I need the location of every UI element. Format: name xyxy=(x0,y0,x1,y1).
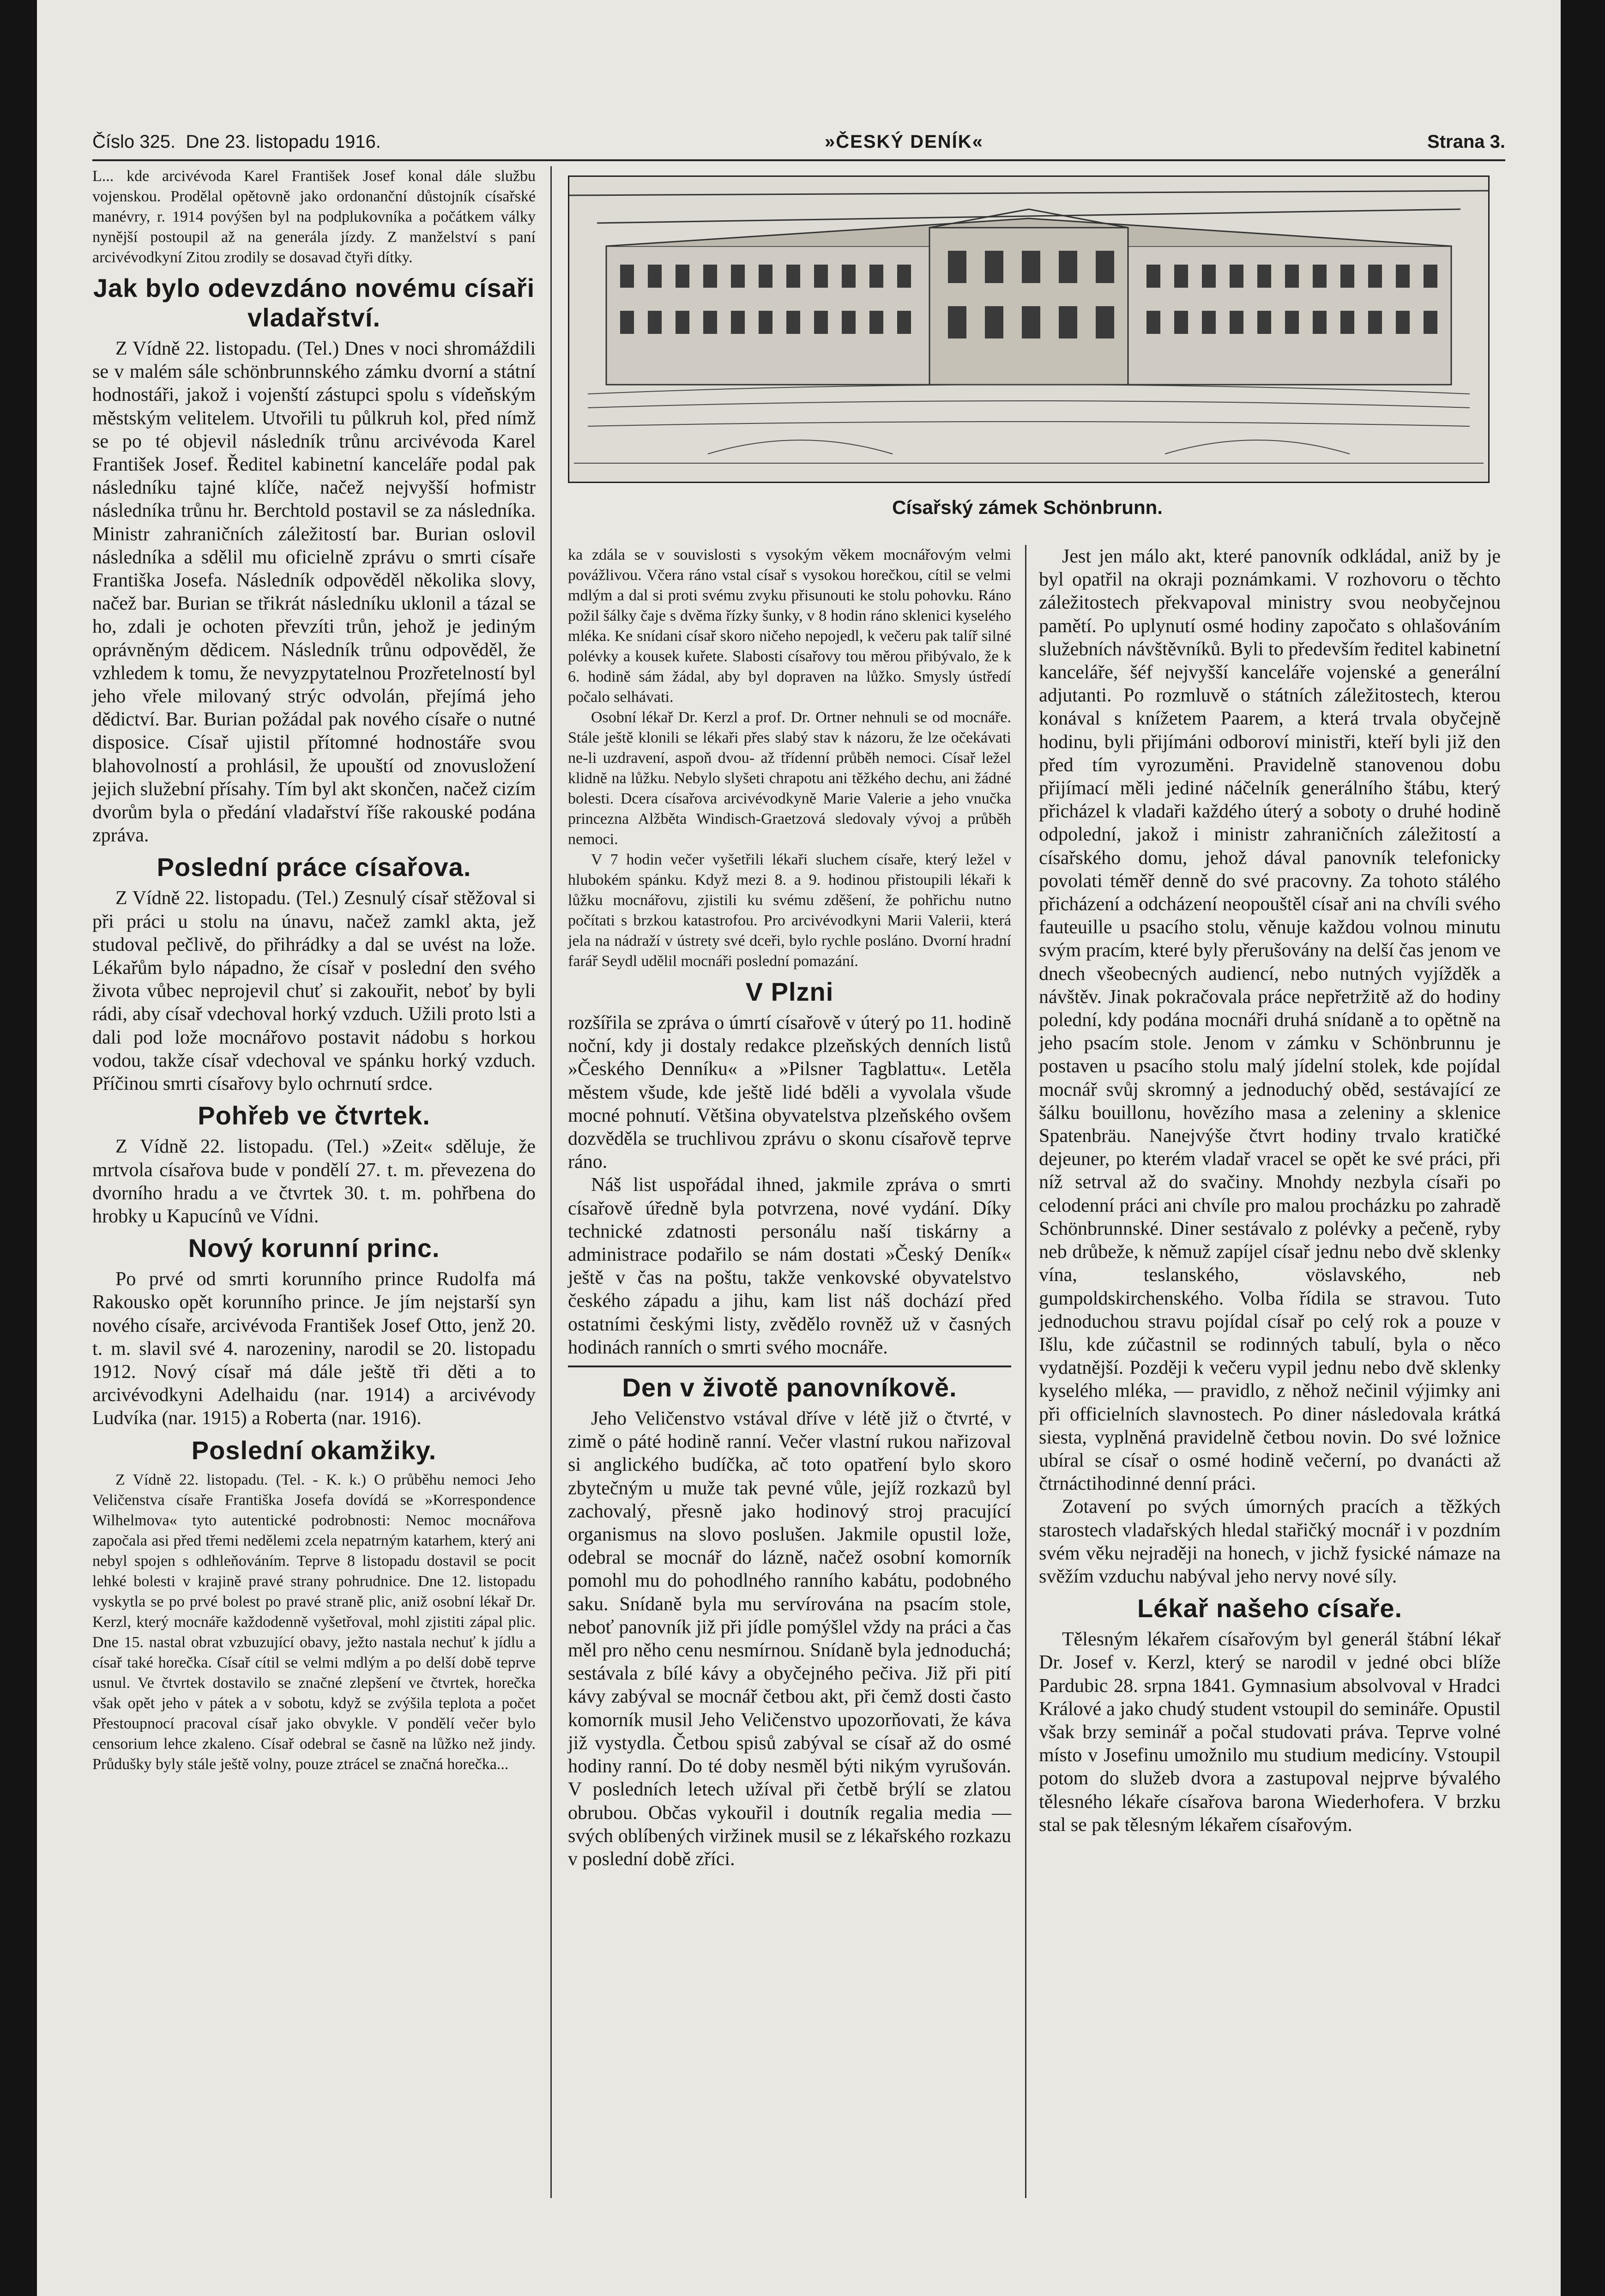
headline-pohreb: Pohřeb ve čtvrtek. xyxy=(198,1101,430,1130)
headline-v-plzni: V Plzni xyxy=(745,977,834,1006)
column-divider xyxy=(1025,545,1026,2198)
article-v-plzni-2: Náš list uspořádal ihned, jakmile zpráva o smrti císařově úředně byla potvrzena, nové vydání. Díky technické zdatnosti personálu naší tiskárny a administrace podařilo se nám dostati »Český Deník« ještě v čas na poštu, takže venkovské obyvatelstvo českého západu a jihu, kam list náš dochází před ostatními českými listy, zvědělo rovněž už v časných hodinách ranních o smrti svého mocnáře. xyxy=(568,1174,1011,1358)
page-header xyxy=(92,132,1505,159)
headline-posledni-prace: Poslední práce císařova. xyxy=(157,852,471,882)
article-lekar: Tělesným lékařem císařovým byl generál štábní lékař Dr. Josef v. Kerzl, který se narodil v jedné obci blíže Pardubic 28. srpna 1841. Gymnasium absolvoval v Hradci Králové a jako chudý student vstoupil do semináře. Opustil však brzy seminář a počal studovati práva. Teprve volné místo v Josefinu umožnilo mu studium medicíny. Vstoupil potom do služeb dvora a zastupoval nejprve bývalého tělesného lékaře císařova barona Wiederhofera. V brzku stal se pak tělesným lékařem císařovým. xyxy=(1039,1629,1501,1836)
newspaper-page xyxy=(37,0,1561,2296)
column-1 xyxy=(92,166,536,1775)
headline-den-v-zivote: Den v životě panovníkově. xyxy=(622,1373,957,1402)
picture-caption: Císařský zámek Schönbrunn. xyxy=(892,496,1163,518)
headline-lekar: Lékař našeho císaře. xyxy=(1137,1594,1403,1623)
column-3 xyxy=(1039,545,1501,1837)
column-2 xyxy=(568,545,1011,1871)
palace-illustration xyxy=(569,177,1488,482)
issue-number: Číslo 325. xyxy=(92,132,176,152)
article-korunni-princ: Po prvé od smrti korunního prince Rudolfa má Rakousko opět korunního prince. Je jím nejstarší syn nového císaře, arcivévoda František Josef Otto, jenž 20. t. m. slavil své 4. narozeniny, narodil se 20. listopadu 1912. Nový císař má dále ještě tři děti a to arcivévodkyni Adelhaidu (nar. 1914) a arcivévody Ludvíka (nar. 1915) a Roberta (nar. 1916). xyxy=(92,1269,536,1429)
schonbrunn-engraving xyxy=(568,175,1490,483)
section-rule xyxy=(568,1366,1011,1367)
article-posledni-prace: Z Vídně 22. listopadu. (Tel.) Zesnulý císař stěžoval si při práci u stolu na únavu, načež zamkl akta, jež studoval pečlivě, do přihrádky a dal se uvést na lože. Lékařům bylo nápadno, že císař v poslední den svého života vůbec neprojevil chuť si zakouřit, neboť by byli rádi, aby císař vdechoval horký vzduch. Užili proto lsti a dali pod lože mocnářovo postavit nádobu s horkou vodou, takže císař vdechoval ve spánku horký vzduch. Příčinou smrti císařovy bylo ochrnutí srdce. xyxy=(92,888,536,1095)
header-rule xyxy=(92,159,1505,161)
headline-korunni-princ: Nový korunní princ. xyxy=(188,1233,440,1263)
article-continuation: L... kde arcivévoda Karel František Josef konal dále službu vojenskou. Prodělal opětovně jako ordonanční důstojník císařské manévry, r. 1914 povýšen byl na podplukovníka a počátkem války nynější postoupil až na generála jízdy. Z manželství s paní arcivévodkyní Zitou zrodily se dosavad čtyři dítky. xyxy=(92,168,536,266)
article-den-v-zivote: Jeho Veličenstvo vstával dříve v létě již o čtvrté, v zimě o páté hodině ranní. Večer vlastní rukou nařizoval si anglického budíčka, ač toto opatření bylo skoro zbytečným u muže tak pevné vůle, jejíž rozkazů byl zachovalý, přesně jako hodinový stroj pracující organismus na slovo poslušen. Jakmile opustil lože, odebral se mocnář do lázně, načež osobní komorník pomohl mu do pohodlného ranního kabátu, podobného saku. Snídaně byla mu servírována na psacím stole, neboť panovník již při jídle pomýšlel vždy na práci a čas měl pro něho cenu nesmírnou. Snídaně byla jednoduchá; sestávala z bílé kávy a obyčejného pečiva. Již při pití kávy zabýval se mocnář četbou akt, při čemž dosti často komorník musil Jeho Veličenstvo upozorňovati, že káva již vystydla. Četbou spisů zabýval se císař až do osmé hodiny ranní. Do té doby nesměl býti nikým vyrušován. V posledních letech užíval při četbě brýlí se zlatou obrubou. Občas vykouřil i doutník regalia media — svých oblíbených viržinek musil se z lékařského rozkazu v poslední době zříci. xyxy=(568,1408,1011,1870)
date-line: Dne 23. listopadu 1916. xyxy=(186,132,381,152)
article-paragraph: Zotavení po svých úmorných pracích a těžkých starostech vladařských hledal stařičký mocnář i v pozdním svém věku nejraději na honech, v jichž fysické námaze na svěžím vzduchu nabýval jeho nervy nové síly. xyxy=(1039,1496,1501,1587)
newspaper-title: »ČESKÝ DENÍK« xyxy=(825,132,984,152)
issue-date xyxy=(92,132,381,152)
article-vladarstvi: Z Vídně 22. listopadu. (Tel.) Dnes v noci shromáždili se v malém sále schönbrunnského zámku dvorní a státní hodnostáři, jakož i vojenští zástupci spolu s vídeňským městským velitelem. Utvořili tu půlkruh kol, před nímž se po té objevil následník trůnu arcivévoda Karel František Josef. Ředitel kabinetní kanceláře podal pak následníku tajné klíče, načež nejvyšší hofmistr následníka trůnu hr. Berchtold postavil se za následníka. Ministr zahraničních záležitostí bar. Burian oslovil následníka a sdělil mu oficielně zprávu o smrti císaře Františka Josefa. Následník odpověděl několika slovy, načež bar. Burian se třikrát následníku uklonil a tázal se ho, zdali je ochoten převzíti trůn, jehož je jediným oprávněným dědicem. Následník trůnu odpověděl, že vzhledem k tomu, že nevyzpytatelnou Prozřetelností byl jeho vřele milovaný strýc odvolán, přejímá jeho dědictví. Bar. Burian požádal pak nového císaře o nutné disposice. Císař ujistil přítomné hodnostáře svou blahovolností a prohlásil, že upouští od znovusložení jejich služební přísahy. Tím byl akt skončen, načež cizím dvorům byla o předání vladařství říše rakouské podána zpráva. xyxy=(92,338,536,846)
article-v-plzni: rozšířila se zpráva o úmrtí císařově v úterý po 11. hodině noční, kdy ji dostaly redakce plzeňských denních listů »Českého Denníku« a »Pilsner Tagblattu«. Letěla městem všude, kde ještě lidé bděli a vyvolala všude mocné pohnutí. Většina obyvatelstva plzeňského ovšem dozvěděla se truchlivou zprávu o skonu císařově teprve ráno. xyxy=(568,1012,1011,1173)
page-number: Strana 3. xyxy=(1427,132,1505,152)
article-pohreb: Z Vídně 22. listopadu. (Tel.) »Zeit« sděluje, že mrtvola císařova bude v pondělí 27. t. m. převezena do dvorního hradu a ve čtvrtek 30. t. m. pohřbena do hrobky u Kapucínů ve Vídni. xyxy=(92,1136,536,1227)
headline-posledni-okamziky: Poslední okamžiky. xyxy=(191,1435,437,1465)
article-paragraph: V 7 hodin večer vyšetřili lékaři sluchem císaře, který ležel v hlubokém spánku. Když mezi 8. a 9. hodinou přistoupili lékaři k lůžku mocnářovu, zjistili ku svému zděšení, že pohřichu nutno počítati s brzkou katastrofou. Pro arcivévodkyni Marii Valerii, která jela na nádraží v ústrety své dceři, bylo rychle posláno. Dvorní hradní farář Seydl udělil mocnáři poslední pomazání. xyxy=(568,851,1011,970)
article-paragraph: Osobní lékař Dr. Kerzl a prof. Dr. Ortner nehnuli se od mocnáře. Stále ještě klonili se lékaři přes slabý stav k názoru, že lze očekávati ne-li uzdravení, aspoň dvou- až třídenní průběh nemoci. Císař ležel klidně na lůžku. Nebylo slyšeti chrapotu ani těžkého dechu, ani žádné bolesti. Dcera císařova arcivévodkyně Marie Valerie a jeho vnučka princezna Alžběta Windisch-Graetzová sledovaly vývoj a průběh nemoci. xyxy=(568,709,1011,848)
headline-vladarstvi: Jak bylo odevzdáno novému císaři vladařství. xyxy=(93,273,535,332)
article-posledni-okamziky: Z Vídně 22. listopadu. (Tel. - K. k.) O průběhu nemoci Jeho Veličenstva císaře Františka Josefa dovídá se »Korrespondence Wilhelmova« tyto autentické podrobnosti: Nemoc mocnářova započala asi před třemi nedělemi zcela nepatrným katarhem, který ani nebyl spojen s odhleňováním. Teprve 8 listopadu dostavil se pocit lehké bolesti v krajině pravé strany pohrudnice. Dne 12. listopadu vyskytla se po prvé bolest po pravé straně plic, aniž osobní lékař Dr. Kerzl, který mocnáře každodenně vyšetřoval, mohl zjistiti zápal plic. Dne 15. nastal obrat vzbuzující obavy, ježto nastala nechuť k jídlu a císař také horečka. Císař cítil se velmi mdlým a po delší době teprve usnul. Ve čtvrtek dostavilo se značné zlepšení ve čtvrtek, horečka však opět jeho v pátek a v sobotu, když se zvýšila teplota a počet Přestoupnocí pracoval císař jako obvykle. V pondělí večer bylo censorium lehce zkaleno. Císař odebral se časně na lůžko než jindy. Průdušky byly stále ještě volny, pouze ztrácel se značná horečka... xyxy=(92,1471,536,1773)
article-den-v-zivote-cont: Jest jen málo akt, které panovník odkládal, aniž by je byl opatřil na okraji poznámkami. V rozhovoru o těchto záležitostech překvapoval ministry svou neobyčejnou pamětí. Po uplynutí osmé hodiny započato s ohlašováním služebních návštěvníků. Byli to především ředitel kabinetní kanceláře, šéf nejvyšší kanceláře vojenské a generální adjutanti. Po rozmluvě o státních záležitostech, kterou konával s knížetem Paarem, a která trvala obyčejně hodinu, byli přijímáni odboroví ministři, kteří byli již den před tím vyrozuměni. Pravidelně stanovenou dobu přijímací měli jediné náčelník generálního štábu, který přicházel k vladaři každého úterý a soboty o druhé hodině odpolední, jakož i ministr zahraničních záležitostí a císařského domu, jehož dával panovník telefonicky povolati téměř denně do své pracovny. Za tohoto stálého přicházení a odcházení neopouštěl císař ani na chvíli svého fauteuille u psacího stolu, věnuje každou volnou minutu svým pracím, které byly přerušovány na delší čas jenom ve dnech všeobecných audiencí, nebo nutných vyjížděk a návštěv. Jinak pokračovala práce nepřetržitě až do hodiny polední, kdy podána mocnáři druhá snídaně a to opětně na jeho psacím stole. Jenom v zámku v Schönbrunnu je postaven u psacího stolu malý jídelní stolek, kde pojídal mocnář svůj skromný a jednoduchý oběd, sestávající ze šálku bouillonu, hovězího masa a zeleniny a sklenice Spatenbräu. Nanejvýše čtvrt hodiny trvalo kratičké dejeuner, po kterém vladař vracel se opět ke své práci, při níž setrval až do svačiny. Mnohdy nezbyla císaři po celodenní práci ani chvíle pro malou procházku po zahradě Schönbrunnské. Diner sestávalo z polévky a pečeně, ryby neb drůbeže, k němuž zapíjel císař jednu nebo dvě sklenky vína, teslanského, vöslavského, neb gumpoldskirchenského. Volba řídila se stravou. Tuto jednoduchou stravu pojídal císař po celý rok a pouze v Išlu, kde zúčastnil se rodinných tabulí, byla o něco vydatnější. Později k večeru vypil jednu nebo dvě sklenky kyselého mléka, — pravidlo, z něhož nečinil výjimky ani při officielních slavnostech. Po diner následovala krátká siesta, vyplněná pravidelně četbou novin. Do své ložnice ubíral se císař o osmé hodině večerní, po dvanácti až čtrnáctihodinné denní práci. xyxy=(1039,546,1501,1495)
article-continuation-2: ka zdála se v souvislosti s vysokým věkem mocnářovým velmi povážlivou. Včera ráno vstal císař s vysokou horečkou, cítil se velmi mdlým a dal si proti svému zvyku přisunouti ke stolu pohovku. Ráno požil šálky čaje s dvěma řízky šunky, v 8 hodin ráno sklenici kyselého mléka. Ke snídani císař skoro ničeho nepojedl, k večeru pak talíř silné polévky a kousek kuřete. Slabosti císařovy tou měrou přibývalo, že k 6. hodině sám žádal, aby byl dopraven na lůžko. Smysly ústředí počalo selhávati. xyxy=(568,546,1011,706)
column-divider xyxy=(550,166,552,2198)
